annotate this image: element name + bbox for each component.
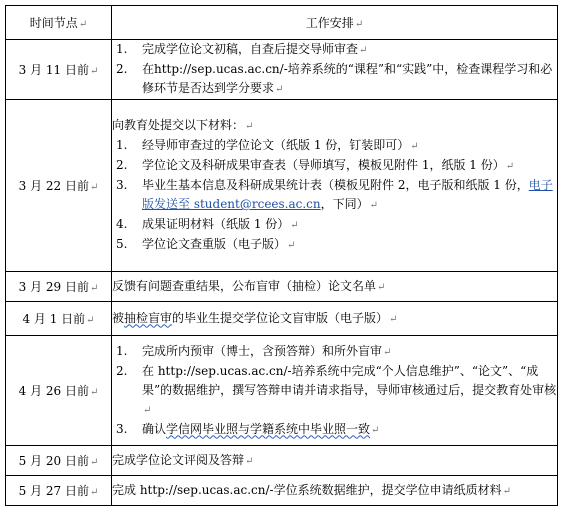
paragraph-mark: ↵ <box>89 66 99 77</box>
task-cell: 完成学位论文评阅及答辩↵ <box>112 446 558 476</box>
header-task-cell <box>112 6 558 40</box>
schedule-table <box>5 5 558 506</box>
table-row <box>6 302 558 336</box>
list-item: 2. 学位论文及科研成果审查表（导师填写，模板见附件 1，纸版 1 份）↵ <box>116 158 515 172</box>
spellcheck-underlined-text: 学信网毕业照与学籍系统中毕业照一致 <box>166 421 371 436</box>
date-cell: 4 月 26 日前↵ <box>6 336 112 446</box>
list-item: 2. 在 http://sep.ucas.ac.cn/-培养系统中完成“个人信息维护”、“论文”、“成果”的数据维护，撰写答辩申请并请求指导，导师审核通过后，提交教育处审核↵ <box>116 363 557 416</box>
header-date-cell <box>6 6 112 40</box>
date-cell: 4 月 1 日前↵ <box>6 302 112 336</box>
list-item: 4. 成果证明材料（纸版 1 份）↵ <box>116 217 299 231</box>
list-item: 5. 学位论文查重版（电子版）↵ <box>116 237 296 251</box>
list-item: 1. 完成学位论文初稿，自查后提交导师审查↵ <box>116 42 368 56</box>
list-item: 3. 毕业生基本信息及科研成果统计表（模板见附件 2，电子版和纸版 1 份，电子版发送至 student@rcees.ac.cn，下同）↵ <box>116 178 553 211</box>
task-cell <box>112 100 558 272</box>
schedule-document <box>5 5 557 506</box>
date-cell: 5 月 20 日前↵ <box>6 446 112 476</box>
table-row <box>6 40 558 100</box>
date-cell <box>6 40 112 100</box>
table-row <box>6 100 558 272</box>
date-text: 3 月 22 日前 <box>18 179 89 193</box>
table-row <box>6 336 558 446</box>
date-cell: 3 月 22 日前↵ <box>6 100 112 272</box>
date-text: 5 月 20 日前 <box>18 454 89 468</box>
list-item: 2. 在http://sep.ucas.ac.cn/-培养系统的“课程”和“实践”中，检查课程学习和必修环节是否达到学分要求↵ <box>116 62 553 95</box>
list-item: 1. 完成所内预审（博士，含预答辩）和所外盲审↵ <box>116 343 392 358</box>
task-cell <box>112 40 558 100</box>
table-header-row <box>6 6 558 40</box>
table-row <box>6 446 558 476</box>
spellcheck-underlined-text: 抽检盲审 <box>124 310 173 325</box>
task-cell: 完成 http://sep.ucas.ac.cn/-学位系统数据维护，提交学位申请纸质材料↵ <box>112 476 558 506</box>
date-cell: 3 月 29 日前↵ <box>6 272 112 302</box>
table-row <box>6 476 558 506</box>
date-text: 5 月 27 日前 <box>18 484 89 498</box>
list-item: 3. 确认学信网毕业照与学籍系统中毕业照一致↵ <box>116 421 380 436</box>
task-cell: 被抽检盲审的毕业生提交学位论文盲审版（电子版）↵ <box>112 302 558 336</box>
date-text: 3 月 11 日前 <box>18 63 89 77</box>
intro-text: 向教育处提交以下材料：↵ <box>112 118 254 132</box>
date-text: 3 月 29 日前 <box>18 280 89 294</box>
task-list <box>112 40 557 99</box>
task-cell <box>112 336 558 446</box>
task-cell: 反馈有问题查重结果，公布盲审（抽检）论文名单↵ <box>112 272 558 302</box>
task-list <box>112 136 557 255</box>
header-date: 时间节点 <box>29 16 78 30</box>
table-row <box>6 272 558 302</box>
paragraph-mark: ↵ <box>78 19 88 30</box>
date-text: 4 月 26 日前 <box>18 384 89 398</box>
list-item: 1. 经导师审查过的学位论文（纸版 1 份，钉装即可）↵ <box>116 138 419 152</box>
email-link[interactable]: 电子版发送至 student@rcees.ac.cn <box>142 178 553 211</box>
date-cell: 5 月 27 日前↵ <box>6 476 112 506</box>
paragraph-mark: ↵ <box>354 19 364 30</box>
task-list <box>112 342 557 440</box>
header-task: 工作安排 <box>305 16 354 30</box>
date-text: 4 月 1 日前 <box>22 312 86 326</box>
